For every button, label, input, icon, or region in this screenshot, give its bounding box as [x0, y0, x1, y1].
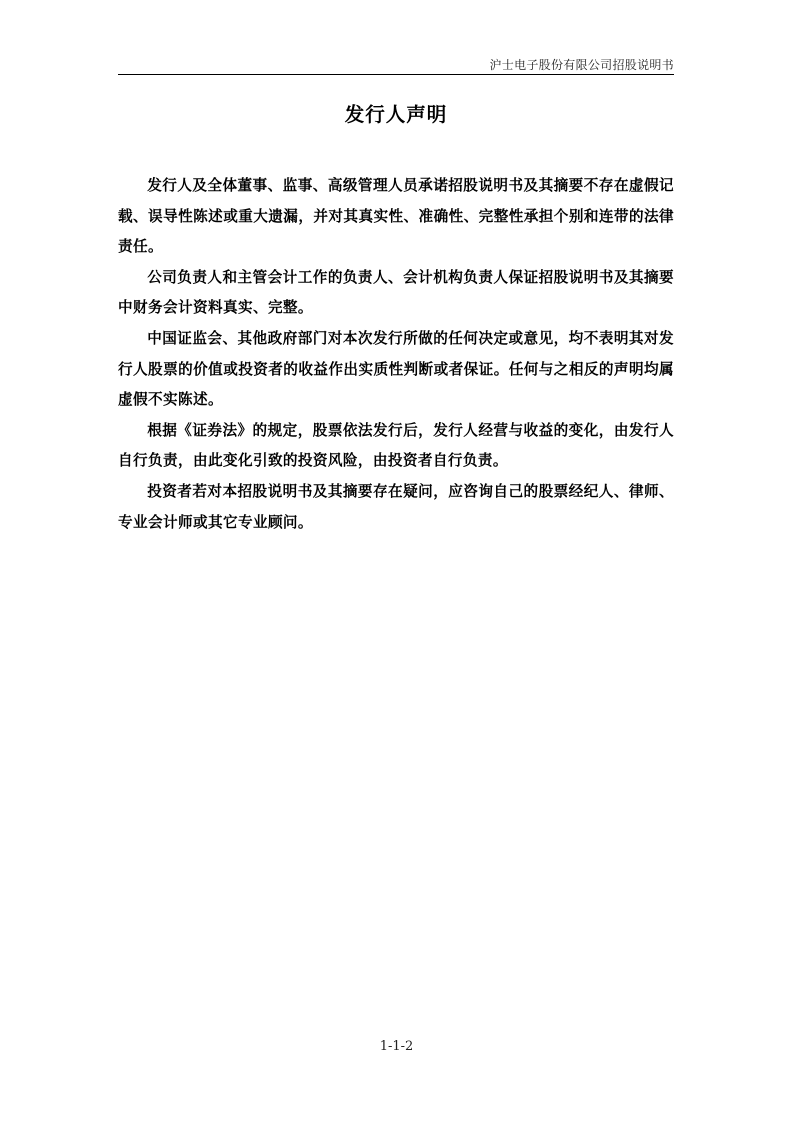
header-document-title: 沪士电子股份有限公司招股说明书: [489, 58, 674, 72]
page-title: 发行人声明: [344, 103, 448, 126]
paragraph: 投资者若对本招股说明书及其摘要存在疑问，应咨询自己的股票经纪人、律师、专业会计师或其它专业顾问。: [118, 482, 674, 531]
paragraph: 中国证监会、其他政府部门对本次发行所做的任何决定或意见，均不表明其对发行人股票的价值或投资者的收益作出实质性判断或者保证。任何与之相反的声明均属虚假不实陈述。: [118, 329, 674, 409]
paragraph: 根据《证券法》的规定，股票依法发行后，发行人经营与收益的变化，由发行人自行负责，由此变化引致的投资风险，由投资者自行负责。: [118, 421, 674, 470]
page-header: [118, 54, 674, 75]
paragraph: 发行人及全体董事、监事、高级管理人员承诺招股说明书及其摘要不存在虚假记载、误导性陈述或重大遗漏，并对其真实性、准确性、完整性承担个别和连带的法律责任。: [118, 177, 674, 256]
declaration-body: [118, 171, 674, 538]
page-number: 1-1-2: [379, 1039, 414, 1054]
paragraph: 公司负责人和主管会计工作的负责人、会计机构负责人保证招股说明书及其摘要中财务会计资料真实、完整。: [118, 268, 674, 317]
